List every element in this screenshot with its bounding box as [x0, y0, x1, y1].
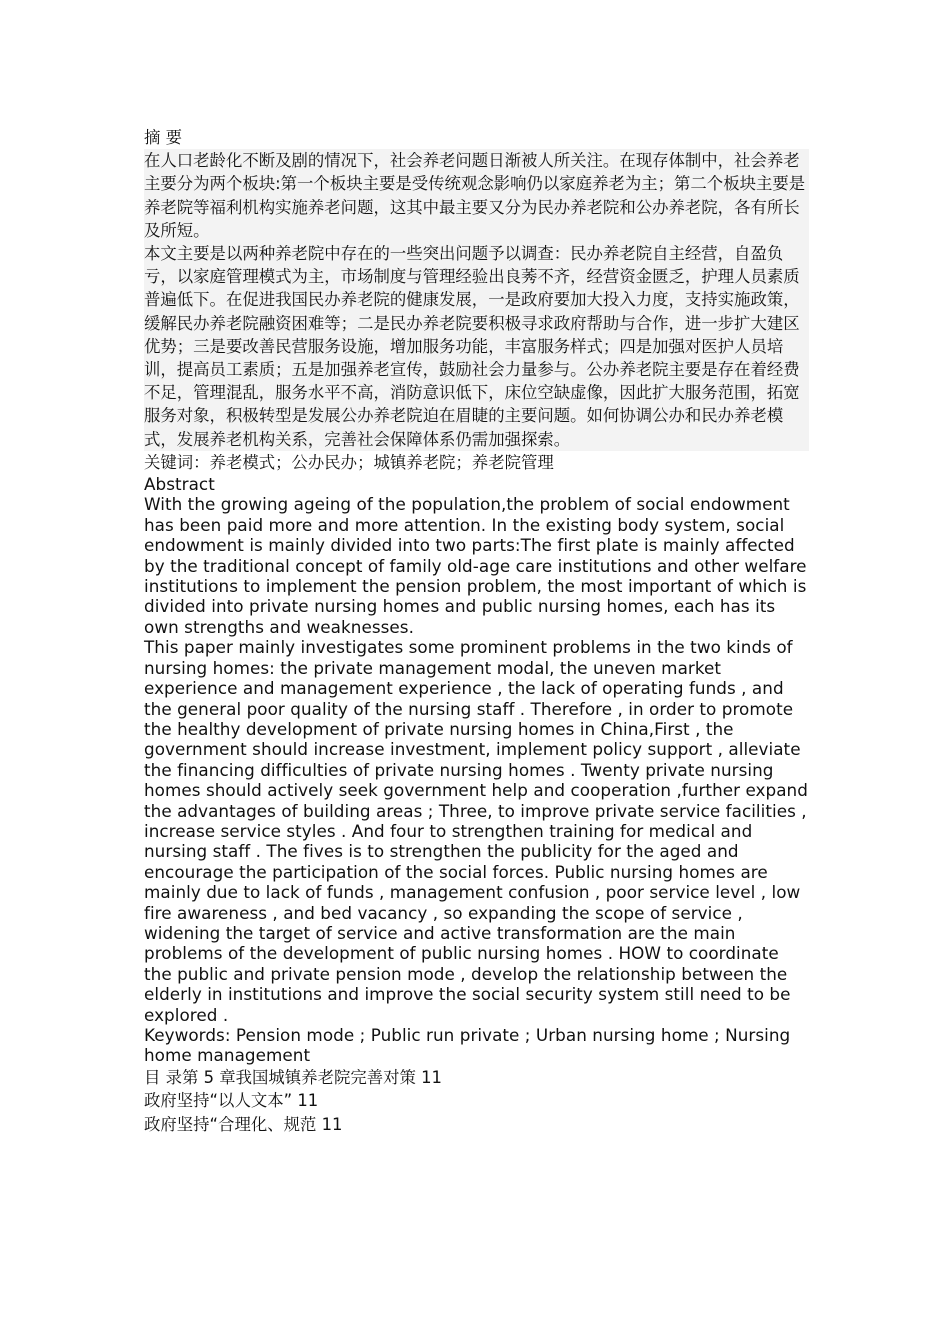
abstract-zh-paragraph-1: 在人口老龄化不断及剧的情况下，社会养老问题日渐被人所关注。在现存体制中，社会养老主要分为两个板块:第一个板块主要是受传统观念影响仍以家庭养老为主；第二个板块主要是养老院等福利机构实施养老问题，这其中最主要又分为民办养老院和公办养老院，各有所长及所短。	[144, 149, 809, 242]
toc-line-2: 政府坚持“以人文本” 11	[144, 1091, 319, 1111]
abstract-zh-keywords: 关键词：养老模式；公办民办；城镇养老院；养老院管理	[144, 452, 554, 472]
abstract-en-heading: Abstract	[144, 474, 215, 495]
abstract-en-keywords: Keywords: Pension mode ; Public run private ; Urban nursing home ; Nursing home management	[144, 1025, 791, 1066]
abstract-zh-paragraph-2: 本文主要是以两种养老院中存在的一些突出问题予以调查：民办养老院自主经营，自盈负亏，以家庭管理模式为主，市场制度与管理经验出良莠不齐，经营资金匮乏，护理人员素质普遍低下。在促进我国民办养老院的健康发展，一是政府要加大投入力度，支持实施政策，缓解民办养老院融资困难等；二是民办养老院要积极寻求政府帮助与合作，进一步扩大建区优势；三是要改善民营服务设施，增加服务功能，丰富服务样式；四是加强对医护人员培训，提高员工素质；五是加强养老宣传，鼓励社会力量参与。公办养老院主要是存在着经费不足，管理混乱，服务水平不高，消防意识低下，床位空缺虚像，因此扩大服务范围，拓宽服务对象，积极转型是发展公办养老院迫在眉睫的主要问题。如何协调公办和民办养老模式，发展养老机构关系，完善社会保障体系仍需加强探索。	[144, 242, 809, 451]
toc-line-1: 目 录第 5 章我国城镇养老院完善对策 11	[144, 1067, 442, 1087]
abstract-zh-heading: 摘 要	[144, 128, 182, 147]
abstract-en-paragraph-1: With the growing ageing of the population,the problem of social endowment has been paid more and more attention. In the existing body system, social endowment is mainly divided into two parts:The first plate is mainly affected by the traditional concept of family old-age care institutions and other welfare institutions to implement the pension problem, the most important of which is divided into private nursing homes and public nursing homes, each has its own strengths and weaknesses.	[144, 494, 807, 637]
document-page	[144, 126, 809, 1136]
toc-line-3: 政府坚持“合理化、规范 11	[144, 1114, 343, 1134]
abstract-en-paragraph-2: This paper mainly investigates some prominent problems in the two kinds of nursing homes: the private management modal, the uneven market experience and management experience , the lack of operating funds , and the general poor quality of the nursing staff . Therefore , in order to promote the healthy development of private nursing homes in China,First , the government should increase investment, implement policy support , alleviate the financing difficulties of private nursing homes . Twenty private nursing homes should actively seek government help and cooperation ,further expand the advantages of building areas ; Three, to improve private service facilities , increase service styles . And four to strengthen training for medical and nursing staff . The fives is to strengthen the publicity for the aged and encourage the participation of the social forces. Public nursing homes are mainly due to lack of funds , management confusion , poor service level , low fire awareness , and bed vacancy , so expanding the scope of service , widening the target of service and active transformation are the main problems of the development of public nursing homes . HOW to coordinate the public and private pension mode , develop the relationship between the elderly in institutions and improve the social security system still need to be explored .	[144, 637, 808, 1025]
